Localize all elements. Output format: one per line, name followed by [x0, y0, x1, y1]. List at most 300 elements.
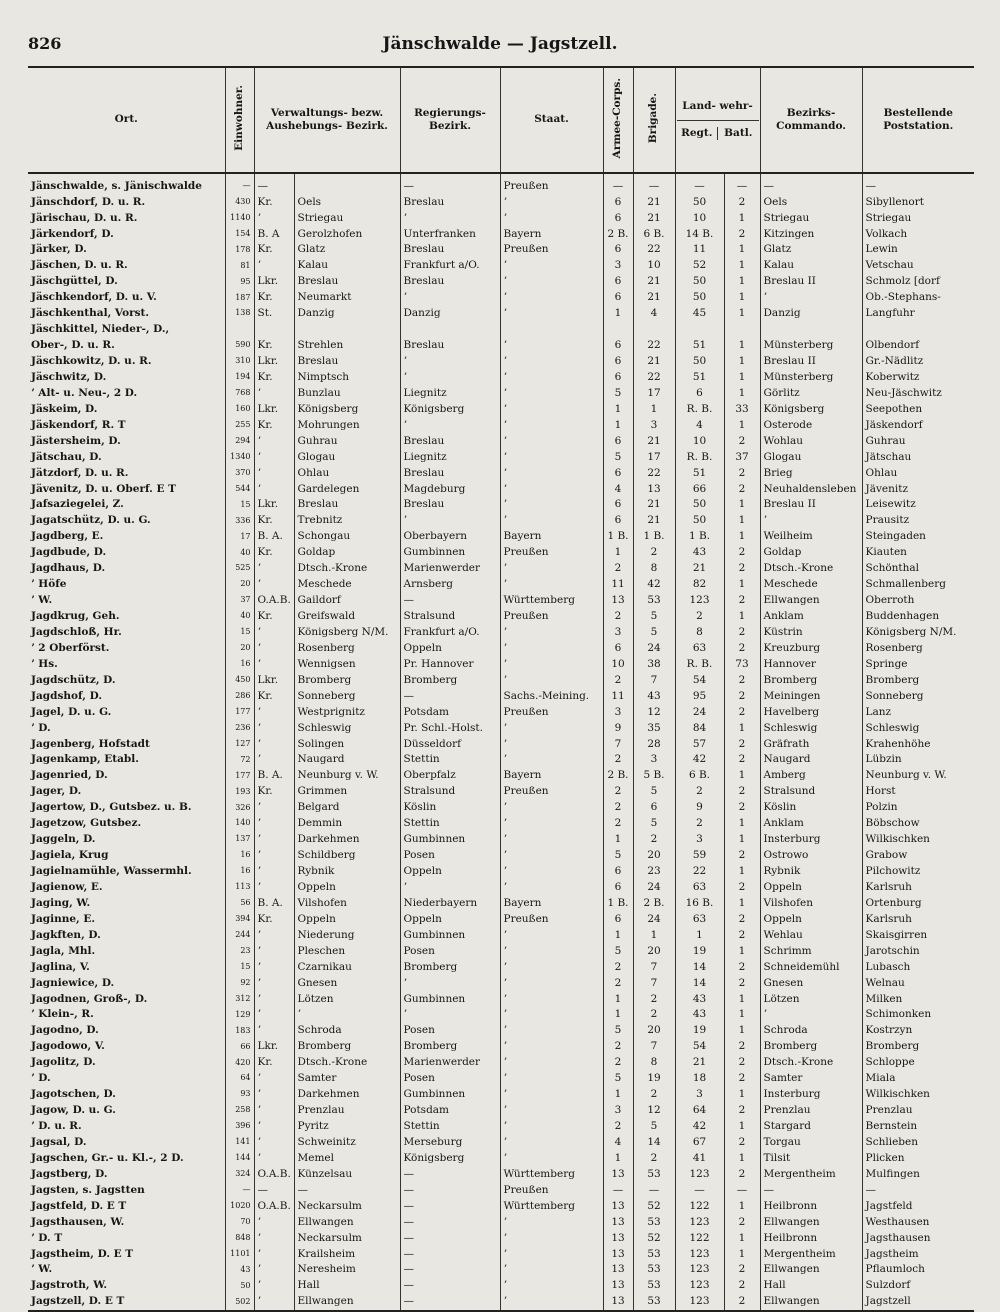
cell-bezirks-kommando: Mergentheim: [760, 1166, 862, 1182]
cell-brigade: 28: [633, 736, 675, 752]
cell-armee-korps: 6: [603, 640, 633, 656]
cell-kreis-typ: Kr.: [254, 417, 294, 433]
cell-ort: Jagsten, s. Jagstten: [31, 1183, 145, 1196]
cell-ort: ʼ Alt- u. Neu-, 2 D.: [31, 386, 138, 399]
cell-bezirks-kommando: Stralsund: [760, 784, 862, 800]
cell-staat: Preußen: [500, 1182, 603, 1198]
cell-poststation: Prenzlau: [862, 1102, 974, 1118]
cell-landwehr-regt: —: [675, 1182, 724, 1198]
cell-landwehr-batl: 1: [724, 385, 760, 401]
table-row: [28, 895, 974, 911]
cell-landwehr-regt: 66: [675, 481, 724, 497]
cell-einwohner: 129: [225, 1007, 254, 1023]
cell-brigade: 38: [633, 656, 675, 672]
col-header-staat: Staat.: [500, 67, 603, 173]
cell-verwaltungs-bezirk: Danzig: [294, 306, 400, 322]
cell-landwehr-regt: 42: [675, 752, 724, 768]
cell-brigade: 53: [633, 1246, 675, 1262]
cell-ort: Ober-, D. u. R.: [31, 339, 115, 352]
cell-landwehr-regt: 51: [675, 337, 724, 353]
cell-einwohner: 93: [225, 1086, 254, 1102]
cell-poststation: Striegau: [862, 210, 974, 226]
col-header-post: Bestellende Poststation.: [862, 67, 974, 173]
cell-staat: Bayern: [500, 226, 603, 242]
cell-landwehr-batl: 1: [724, 417, 760, 433]
cell-bezirks-kommando: Ostrowo: [760, 847, 862, 863]
cell-ort: Jäschen, D. u. R.: [31, 259, 128, 272]
cell-regierungs-bezirk: Posen: [400, 847, 500, 863]
cell-kreis-typ: Kr.: [254, 784, 294, 800]
cell-verwaltungs-bezirk: Strehlen: [294, 337, 400, 353]
cell-ort: Järker, D.: [31, 243, 87, 256]
cell-regierungs-bezirk: Gumbinnen: [400, 991, 500, 1007]
cell-kreis-typ: B. A.: [254, 529, 294, 545]
cell-verwaltungs-bezirk: Bromberg: [294, 1039, 400, 1055]
cell-verwaltungs-bezirk: Striegau: [294, 210, 400, 226]
cell-einwohner: 138: [225, 306, 254, 322]
cell-armee-korps: 6: [603, 369, 633, 385]
cell-brigade: 52: [633, 1198, 675, 1214]
cell-poststation: Schönthal: [862, 561, 974, 577]
cell-einwohner: 113: [225, 879, 254, 895]
cell-armee-korps: 6: [603, 911, 633, 927]
cell-ort: Jagsthausen, W.: [31, 1215, 125, 1228]
cell-bezirks-kommando: Breslau II: [760, 497, 862, 513]
cell-bezirks-kommando: Ellwangen: [760, 1294, 862, 1311]
cell-poststation: Prausitz: [862, 513, 974, 529]
cell-regierungs-bezirk: Stralsund: [400, 784, 500, 800]
cell-verwaltungs-bezirk: Dtsch.-Krone: [294, 561, 400, 577]
cell-bezirks-kommando: Kalau: [760, 258, 862, 274]
cell-armee-korps: 6: [603, 274, 633, 290]
cell-landwehr-regt: 14: [675, 959, 724, 975]
cell-bezirks-kommando: Heilbronn: [760, 1198, 862, 1214]
cell-einwohner: 141: [225, 1134, 254, 1150]
cell-kreis-typ: Lkr.: [254, 274, 294, 290]
cell-verwaltungs-bezirk: Dtsch.-Krone: [294, 1055, 400, 1071]
cell-kreis-typ: ʼ: [254, 1214, 294, 1230]
cell-landwehr-regt: 6: [675, 385, 724, 401]
cell-armee-korps: 2: [603, 752, 633, 768]
cell-landwehr-regt: 18: [675, 1071, 724, 1087]
cell-brigade: 14: [633, 1134, 675, 1150]
cell-landwehr-regt: 43: [675, 1007, 724, 1023]
cell-regierungs-bezirk: Gumbinnen: [400, 545, 500, 561]
cell-bezirks-kommando: Goldap: [760, 545, 862, 561]
cell-verwaltungs-bezirk: ʼ: [294, 1007, 400, 1023]
table-row: [28, 879, 974, 895]
table-row: [28, 863, 974, 879]
table-row: [28, 1182, 974, 1198]
cell-staat: ʼ: [500, 1023, 603, 1039]
cell-landwehr-batl: 1: [724, 353, 760, 369]
cell-ort: Jagiela, Krug: [31, 849, 109, 862]
cell-armee-korps: 2 B.: [603, 768, 633, 784]
cell-landwehr-regt: 22: [675, 863, 724, 879]
cell-poststation: Neunburg v. W.: [862, 768, 974, 784]
cell-poststation: Oberroth: [862, 592, 974, 608]
cell-staat: ʼ: [500, 863, 603, 879]
cell-staat: ʼ: [500, 1150, 603, 1166]
cell-brigade: 12: [633, 1102, 675, 1118]
cell-verwaltungs-bezirk: Gardelegen: [294, 481, 400, 497]
cell-landwehr-regt: 45: [675, 306, 724, 322]
cell-ort: Järischau, D. u. R.: [31, 211, 138, 224]
cell-poststation: Jagstheim: [862, 1246, 974, 1262]
cell-einwohner: 324: [225, 1166, 254, 1182]
cell-ort: Jagschen, Gr.- u. Kl.-, 2 D.: [31, 1151, 184, 1164]
cell-landwehr-regt: 43: [675, 991, 724, 1007]
table-row: [28, 513, 974, 529]
cell-regierungs-bezirk: Arnsberg: [400, 576, 500, 592]
gazetteer-table: [28, 66, 974, 1312]
cell-armee-korps: 11: [603, 576, 633, 592]
cell-poststation: Miala: [862, 1071, 974, 1087]
cell-staat: ʼ: [500, 258, 603, 274]
cell-bezirks-kommando: Hall: [760, 1278, 862, 1294]
table-row: [28, 226, 974, 242]
cell-verwaltungs-bezirk: Czarnikau: [294, 959, 400, 975]
cell-brigade: 19: [633, 1071, 675, 1087]
cell-staat: Preußen: [500, 173, 603, 194]
cell-armee-korps: 1: [603, 1086, 633, 1102]
cell-landwehr-batl: 1: [724, 608, 760, 624]
cell-kreis-typ: Kr.: [254, 545, 294, 561]
cell-regierungs-bezirk: Stettin: [400, 1118, 500, 1134]
table-row: [28, 274, 974, 290]
page-number: 826: [28, 34, 62, 53]
cell-bezirks-kommando: Insterburg: [760, 1086, 862, 1102]
cell-regierungs-bezirk: —: [400, 1198, 500, 1214]
cell-verwaltungs-bezirk: Ellwangen: [294, 1294, 400, 1311]
cell-regierungs-bezirk: Potsdam: [400, 704, 500, 720]
cell-landwehr-regt: 82: [675, 576, 724, 592]
cell-kreis-typ: ʼ: [254, 1134, 294, 1150]
cell-brigade: 6: [633, 800, 675, 816]
cell-ort: ʼ D.: [31, 1072, 51, 1085]
cell-bezirks-kommando: ʼ: [760, 290, 862, 306]
cell-einwohner: 326: [225, 800, 254, 816]
cell-einwohner: 15: [225, 624, 254, 640]
cell-regierungs-bezirk: ʼ: [400, 975, 500, 991]
cell-verwaltungs-bezirk: Ellwangen: [294, 1214, 400, 1230]
cell-einwohner: 177: [225, 704, 254, 720]
cell-verwaltungs-bezirk: Wennigsen: [294, 656, 400, 672]
col-header-einwohner: Einwohner.: [225, 67, 254, 173]
cell-landwehr-regt: 1 B.: [675, 529, 724, 545]
cell-kreis-typ: ʼ: [254, 831, 294, 847]
cell-bezirks-kommando: Ellwangen: [760, 1214, 862, 1230]
cell-ort: Järkendorf, D.: [31, 227, 114, 240]
cell-regierungs-bezirk: Oberpfalz: [400, 768, 500, 784]
cell-einwohner: 144: [225, 1150, 254, 1166]
cell-landwehr-regt: R. B.: [675, 449, 724, 465]
cell-einwohner: —: [225, 173, 254, 194]
table-row: [28, 975, 974, 991]
cell-landwehr-batl: 1: [724, 369, 760, 385]
cell-armee-korps: 3: [603, 624, 633, 640]
cell-verwaltungs-bezirk: Oppeln: [294, 879, 400, 895]
cell-bezirks-kommando: Wohlau: [760, 433, 862, 449]
cell-armee-korps: 2: [603, 1055, 633, 1071]
cell-poststation: Bromberg: [862, 672, 974, 688]
cell-landwehr-batl: 2: [724, 481, 760, 497]
cell-regierungs-bezirk: —: [400, 1230, 500, 1246]
cell-landwehr-regt: 41: [675, 1150, 724, 1166]
cell-staat: Bayern: [500, 529, 603, 545]
cell-kreis-typ: Kr.: [254, 290, 294, 306]
cell-ort: Jäschkenthal, Vorst.: [31, 307, 150, 320]
cell-einwohner: 92: [225, 975, 254, 991]
cell-regierungs-bezirk: —: [400, 592, 500, 608]
cell-ort: Jänschwalde, s. Jänischwalde: [31, 179, 202, 192]
cell-kreis-typ: Kr.: [254, 911, 294, 927]
cell-verwaltungs-bezirk: Sonneberg: [294, 688, 400, 704]
cell-landwehr-batl: 2: [724, 433, 760, 449]
cell-kreis-typ: ʼ: [254, 975, 294, 991]
cell-einwohner: 258: [225, 1102, 254, 1118]
cell-regierungs-bezirk: Magdeburg: [400, 481, 500, 497]
cell-einwohner: 140: [225, 816, 254, 832]
col-header-batl: Batl.: [717, 127, 759, 140]
cell-regierungs-bezirk: ʼ: [400, 369, 500, 385]
table-row: [28, 401, 974, 417]
cell-staat: ʼ: [500, 417, 603, 433]
cell-bezirks-kommando: Osterode: [760, 417, 862, 433]
cell-staat: ʼ: [500, 194, 603, 210]
cell-kreis-typ: ʼ: [254, 863, 294, 879]
cell-poststation: Krahenhöhe: [862, 736, 974, 752]
cell-staat: ʼ: [500, 847, 603, 863]
col-header-ort: Ort.: [28, 67, 225, 173]
cell-regierungs-bezirk: Breslau: [400, 433, 500, 449]
cell-brigade: 53: [633, 1294, 675, 1311]
cell-landwehr-batl: 2: [724, 194, 760, 210]
cell-poststation: Guhrau: [862, 433, 974, 449]
col-header-kommando: Bezirks- Commando.: [760, 67, 862, 173]
cell-einwohner: 40: [225, 545, 254, 561]
cell-landwehr-batl: 1: [724, 1150, 760, 1166]
cell-regierungs-bezirk: Unterfranken: [400, 226, 500, 242]
cell-landwehr-batl: 2: [724, 927, 760, 943]
cell-landwehr-batl: 1: [724, 337, 760, 353]
cell-regierungs-bezirk: ʼ: [400, 879, 500, 895]
cell-landwehr-regt: 21: [675, 561, 724, 577]
table-row: [28, 608, 974, 624]
table-row: [28, 481, 974, 497]
cell-verwaltungs-bezirk: Oppeln: [294, 911, 400, 927]
cell-einwohner: 294: [225, 433, 254, 449]
cell-ort: Jagstfeld, D. E T: [31, 1199, 127, 1212]
cell-poststation: —: [862, 1182, 974, 1198]
cell-landwehr-batl: 1: [724, 895, 760, 911]
cell-verwaltungs-bezirk: Schleswig: [294, 720, 400, 736]
cell-bezirks-kommando: Münsterberg: [760, 337, 862, 353]
table-row: [28, 688, 974, 704]
cell-poststation: Lewin: [862, 242, 974, 258]
cell-kreis-typ: ʼ: [254, 561, 294, 577]
cell-armee-korps: 6: [603, 513, 633, 529]
cell-ort: Jagielnamühle, Wassermhl.: [31, 865, 192, 878]
cell-einwohner: 394: [225, 911, 254, 927]
table-row: [28, 290, 974, 306]
cell-landwehr-batl: 1: [724, 497, 760, 513]
cell-verwaltungs-bezirk: Solingen: [294, 736, 400, 752]
cell-regierungs-bezirk: Bromberg: [400, 672, 500, 688]
cell-ort: Jaging, W.: [31, 896, 91, 909]
cell-regierungs-bezirk: Posen: [400, 943, 500, 959]
cell-landwehr-batl: 1: [724, 290, 760, 306]
cell-staat: Bayern: [500, 768, 603, 784]
cell-regierungs-bezirk: Bromberg: [400, 1039, 500, 1055]
cell-einwohner: 127: [225, 736, 254, 752]
cell-armee-korps: 2 B.: [603, 226, 633, 242]
cell-landwehr-batl: 2: [724, 975, 760, 991]
table-row: [28, 321, 974, 337]
cell-poststation: Buddenhagen: [862, 608, 974, 624]
cell-landwehr-batl: 1: [724, 768, 760, 784]
table-row: [28, 353, 974, 369]
cell-brigade: —: [633, 1182, 675, 1198]
cell-landwehr-batl: —: [724, 1182, 760, 1198]
cell-regierungs-bezirk: Breslau: [400, 194, 500, 210]
cell-bezirks-kommando: Köslin: [760, 800, 862, 816]
cell-einwohner: 1101: [225, 1246, 254, 1262]
cell-einwohner: 768: [225, 385, 254, 401]
cell-verwaltungs-bezirk: Schongau: [294, 529, 400, 545]
cell-bezirks-kommando: Breslau II: [760, 353, 862, 369]
col-header-landwehr: Land- wehr- Regt. Batl.: [675, 67, 760, 173]
cell-armee-korps: 10: [603, 656, 633, 672]
cell-regierungs-bezirk: Breslau: [400, 465, 500, 481]
cell-staat: ʼ: [500, 1230, 603, 1246]
cell-armee-korps: 1: [603, 831, 633, 847]
table-row: [28, 1198, 974, 1214]
cell-ort: Jagow, D. u. G.: [31, 1104, 116, 1117]
cell-landwehr-regt: 3: [675, 1086, 724, 1102]
cell-landwehr-regt: 123: [675, 1262, 724, 1278]
table-row: [28, 943, 974, 959]
cell-landwehr-batl: 2: [724, 1055, 760, 1071]
cell-landwehr-regt: 19: [675, 1023, 724, 1039]
cell-bezirks-kommando: Prenzlau: [760, 1102, 862, 1118]
cell-verwaltungs-bezirk: Kalau: [294, 258, 400, 274]
cell-ort: Jagienow, E.: [31, 880, 103, 893]
cell-kreis-typ: ʼ: [254, 1102, 294, 1118]
cell-verwaltungs-bezirk: Künzelsau: [294, 1166, 400, 1182]
cell-kreis-typ: ʼ: [254, 736, 294, 752]
cell-kreis-typ: B. A.: [254, 768, 294, 784]
cell-poststation: Welnau: [862, 975, 974, 991]
cell-ort: Jagolitz, D.: [31, 1056, 96, 1069]
cell-ort: ʼ D. T: [31, 1231, 63, 1244]
cell-regierungs-bezirk: Düsseldorf: [400, 736, 500, 752]
cell-landwehr-regt: 123: [675, 1278, 724, 1294]
cell-verwaltungs-bezirk: Neunburg v. W.: [294, 768, 400, 784]
cell-poststation: Karlsruh: [862, 879, 974, 895]
cell-armee-korps: 6: [603, 353, 633, 369]
running-title: Jänschwalde — Jagstzell.: [382, 34, 618, 54]
cell-brigade: 21: [633, 290, 675, 306]
cell-einwohner: 43: [225, 1262, 254, 1278]
cell-landwehr-batl: 1: [724, 306, 760, 322]
cell-brigade: 21: [633, 353, 675, 369]
cell-kreis-typ: ʼ: [254, 1150, 294, 1166]
cell-landwehr-regt: 2: [675, 608, 724, 624]
table-row: [28, 561, 974, 577]
cell-brigade: 20: [633, 847, 675, 863]
table-row: [28, 417, 974, 433]
cell-regierungs-bezirk: Oberbayern: [400, 529, 500, 545]
table-row: [28, 194, 974, 210]
cell-landwehr-regt: 54: [675, 672, 724, 688]
cell-landwehr-batl: 1: [724, 831, 760, 847]
table-row: [28, 258, 974, 274]
cell-brigade: 21: [633, 497, 675, 513]
cell-kreis-typ: ʼ: [254, 1278, 294, 1294]
cell-poststation: Steingaden: [862, 529, 974, 545]
cell-ort: Jagel, D. u. G.: [31, 705, 112, 718]
cell-kreis-typ: ʼ: [254, 800, 294, 816]
cell-kreis-typ: ʼ: [254, 449, 294, 465]
cell-bezirks-kommando: Schneidemühl: [760, 959, 862, 975]
cell-einwohner: 81: [225, 258, 254, 274]
cell-verwaltungs-bezirk: Nimptsch: [294, 369, 400, 385]
cell-landwehr-batl: 2: [724, 1278, 760, 1294]
cell-brigade: 10: [633, 258, 675, 274]
cell-landwehr-regt: 59: [675, 847, 724, 863]
cell-landwehr-batl: 2: [724, 1166, 760, 1182]
cell-poststation: Pilchowitz: [862, 863, 974, 879]
cell-staat: ʼ: [500, 306, 603, 322]
cell-staat: ʼ: [500, 465, 603, 481]
cell-poststation: Wilkischken: [862, 1086, 974, 1102]
cell-verwaltungs-bezirk: Bunzlau: [294, 385, 400, 401]
table-row: [28, 1134, 974, 1150]
cell-verwaltungs-bezirk: Darkehmen: [294, 1086, 400, 1102]
cell-bezirks-kommando: Amberg: [760, 768, 862, 784]
cell-landwehr-regt: 21: [675, 1055, 724, 1071]
cell-ort: ʼ W.: [31, 1263, 53, 1276]
cell-landwehr-regt: 4: [675, 417, 724, 433]
cell-armee-korps: 5: [603, 1071, 633, 1087]
cell-armee-korps: 13: [603, 1262, 633, 1278]
cell-einwohner: 16: [225, 847, 254, 863]
cell-brigade: 2 B.: [633, 895, 675, 911]
cell-poststation: Skaisgirren: [862, 927, 974, 943]
cell-regierungs-bezirk: Oppeln: [400, 911, 500, 927]
cell-armee-korps: 1: [603, 306, 633, 322]
cell-bezirks-kommando: Anklam: [760, 608, 862, 624]
cell-regierungs-bezirk: ʼ: [400, 417, 500, 433]
cell-kreis-typ: Kr.: [254, 608, 294, 624]
table-row: [28, 656, 974, 672]
cell-landwehr-batl: 2: [724, 959, 760, 975]
cell-landwehr-batl: 2: [724, 624, 760, 640]
cell-bezirks-kommando: Oels: [760, 194, 862, 210]
cell-poststation: Grabow: [862, 847, 974, 863]
cell-einwohner: 15: [225, 959, 254, 975]
cell-einwohner: 187: [225, 290, 254, 306]
cell-bezirks-kommando: Münsterberg: [760, 369, 862, 385]
cell-verwaltungs-bezirk: Westprignitz: [294, 704, 400, 720]
cell-regierungs-bezirk: —: [400, 1278, 500, 1294]
cell-armee-korps: 6: [603, 433, 633, 449]
cell-staat: ʼ: [500, 401, 603, 417]
cell-ort: Jagdhaus, D.: [31, 562, 106, 575]
cell-verwaltungs-bezirk: Neckarsulm: [294, 1198, 400, 1214]
table-row: [28, 752, 974, 768]
